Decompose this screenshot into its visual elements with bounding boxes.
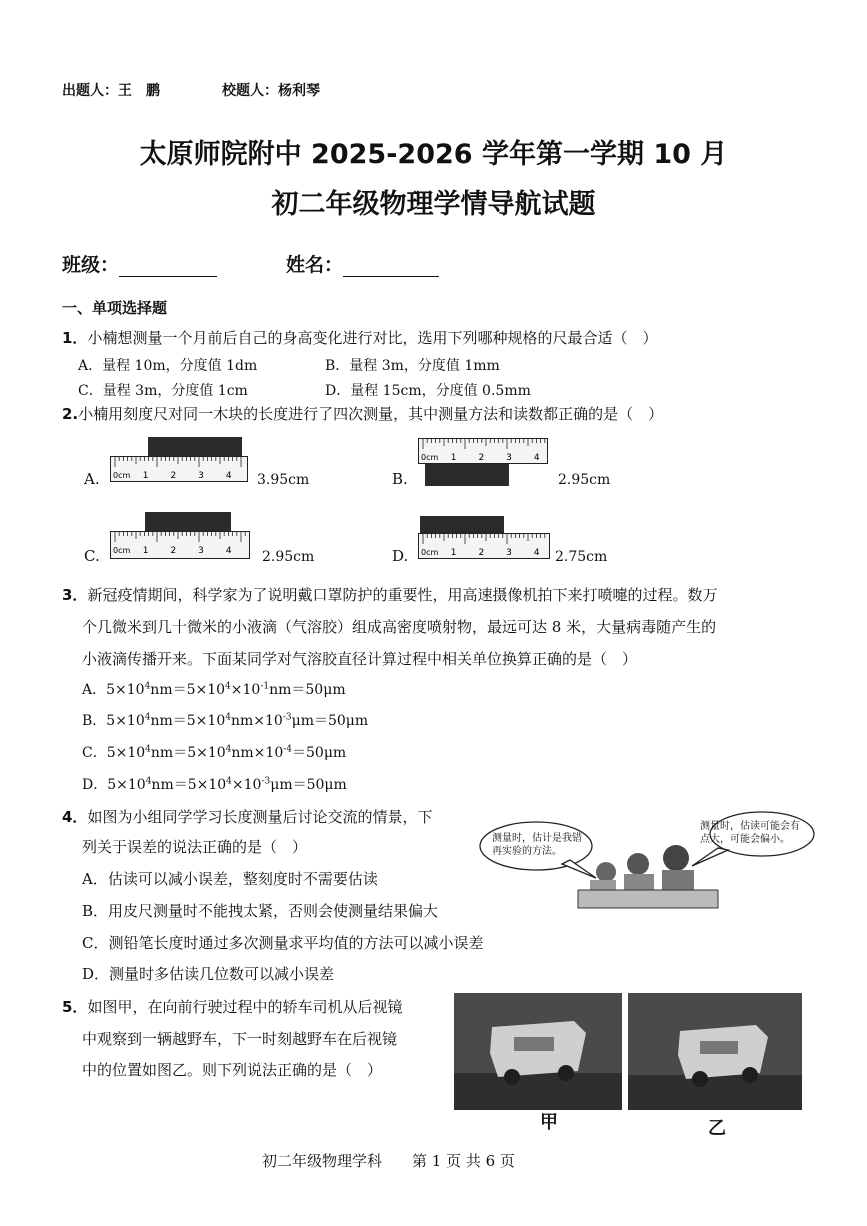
page-title: 太原师院附中 2025-2026 学年第一学期 10 月 bbox=[139, 139, 728, 170]
ruler-b-ticks bbox=[419, 439, 549, 465]
q2-option-b-value: 2.95cm bbox=[558, 472, 611, 488]
ruler-tick-number: 3 bbox=[198, 546, 204, 556]
q4-number: 4． bbox=[62, 808, 88, 826]
question-5 bbox=[62, 996, 402, 1017]
q1-option-d: D．量程 15cm，分度值 0.5mm bbox=[325, 383, 531, 399]
ruler-a bbox=[110, 456, 248, 482]
ruler-zero-label: 0cm bbox=[421, 548, 439, 557]
page-subtitle: 初二年级物理学情导航试题 bbox=[271, 189, 596, 220]
wood-block-a bbox=[148, 437, 242, 457]
q3-option-a: A．$5\times 10^4nm=5\times 10^4\times 10^{-1}nm=50\mu m$ bbox=[82, 681, 346, 698]
photo-jia-art bbox=[454, 993, 622, 1110]
wood-block-b bbox=[425, 464, 509, 486]
name-blank bbox=[343, 256, 439, 277]
q3-line-2: 个几微米到几十微米的小液滴（气溶胶）组成高密度喷射物，最远可达 8 米，大量病毒随产生的 bbox=[82, 618, 717, 636]
ruler-zero-label: 0cm bbox=[113, 471, 131, 480]
question-3 bbox=[62, 584, 717, 605]
mirror-photo-yi bbox=[628, 993, 802, 1110]
ruler-zero-label: 0cm bbox=[421, 453, 439, 462]
ruler-c-ticks bbox=[111, 532, 251, 560]
ruler-tick-number: 2 bbox=[170, 546, 177, 556]
author-label: 出题人：王 鹏 bbox=[62, 83, 160, 99]
ruler-a-ticks bbox=[111, 457, 249, 483]
q2-option-d-value: 2.75cm bbox=[555, 549, 608, 565]
q1-option-c: C．量程 3m，分度值 1cm bbox=[78, 383, 248, 399]
photo-yi-art bbox=[628, 993, 802, 1110]
q4-line-1: 如图为小组同学学习长度测量后讨论交流的情景，下 bbox=[87, 808, 433, 826]
q5-number: 5． bbox=[62, 998, 88, 1016]
page-footer: 初二年级物理学科 第 1 页 共 6 页 bbox=[262, 1152, 515, 1170]
q2-text: 小楠用刻度尺对同一木块的长度进行了四次测量，其中测量方法和读数都正确的是（ ） bbox=[78, 405, 664, 423]
q1-number: 1． bbox=[62, 329, 88, 347]
question-1 bbox=[62, 327, 657, 348]
reviewer-label: 校题人：杨利琴 bbox=[222, 83, 320, 99]
q3-number: 3． bbox=[62, 586, 88, 604]
q5-line-1: 如图甲，在向前行驶过程中的轿车司机从后视镜 bbox=[87, 998, 403, 1016]
q3-line-3: 小液滴传播开来。下面某同学对气溶胶直径计算过程中相关单位换算正确的是（ ） bbox=[82, 650, 638, 668]
wood-block-d bbox=[420, 516, 504, 534]
class-label: 班级： bbox=[62, 254, 120, 276]
q3-option-c: C．$5\times 10^4nm=5\times 10^4nm\times 10^{-4}=50\mu m$ bbox=[82, 744, 347, 761]
ruler-tick-number: 2 bbox=[170, 471, 177, 481]
ruler-d bbox=[418, 533, 550, 559]
q3-option-d: D．$5\times 10^4nm=5\times 10^4\times 10^{-3}\mu m=50\mu m$ bbox=[82, 776, 347, 793]
mirror-photo-jia bbox=[454, 993, 622, 1110]
q2-option-b-label: B. bbox=[392, 470, 408, 488]
q3-line-1: 新冠疫情期间，科学家为了说明戴口罩防护的重要性，用高速摄像机拍下来打喷嚏的过程。数万 bbox=[87, 586, 718, 604]
ruler-tick-number: 2 bbox=[478, 548, 485, 558]
q2-option-c-value: 2.95cm bbox=[262, 549, 315, 565]
q2-number: 2. bbox=[62, 405, 79, 423]
q5-line-2: 中观察到一辆越野车，下一时刻越野车在后视镜 bbox=[82, 1030, 398, 1048]
q1-option-b: B．量程 3m，分度值 1mm bbox=[325, 358, 500, 374]
ruler-tick-number: 1 bbox=[450, 548, 457, 558]
photo-label-jia: 甲 bbox=[540, 1112, 558, 1133]
ruler-c bbox=[110, 531, 250, 559]
q2-option-a-label: A. bbox=[84, 470, 100, 488]
ruler-tick-number: 2 bbox=[478, 453, 485, 463]
q1-text: 小楠想测量一个月前后自己的身高变化进行对比，选用下列哪种规格的尺最合适（ ） bbox=[87, 329, 658, 347]
ruler-tick-number: 4 bbox=[225, 546, 232, 556]
question-2 bbox=[62, 403, 663, 424]
section-heading: 一、单项选择题 bbox=[62, 299, 168, 317]
ruler-zero-label: 0cm bbox=[113, 546, 131, 555]
q1-option-a: A．量程 10m，分度值 1dm bbox=[78, 358, 258, 374]
class-blank bbox=[119, 256, 217, 277]
wood-block-c bbox=[145, 512, 231, 532]
ruler-tick-number: 4 bbox=[225, 471, 232, 481]
class-field bbox=[62, 250, 217, 277]
ruler-tick-number: 3 bbox=[198, 471, 204, 481]
ruler-tick-number: 4 bbox=[533, 453, 540, 463]
ruler-tick-number: 3 bbox=[506, 453, 512, 463]
name-label: 姓名： bbox=[286, 254, 344, 276]
q3-option-b: B．$5\times 10^4nm=5\times 10^4nm\times 10^{-3}\mu m=50\mu m$ bbox=[82, 712, 369, 729]
ruler-tick-number: 1 bbox=[450, 453, 457, 463]
q4-option-b: B．用皮尺测量时不能拽太紧，否则会使测量结果偏大 bbox=[82, 902, 439, 920]
photo-label-yi: 乙 bbox=[708, 1118, 726, 1139]
q4-line-2: 列关于误差的说法正确的是（ ） bbox=[82, 838, 308, 856]
bubble-right-text: 测量时，估读可能会有 点大，可能会偏小。 bbox=[700, 821, 800, 845]
bubble-left-text: 测量时，估计是我错 再实验的方法。 bbox=[492, 833, 582, 857]
ruler-tick-number: 3 bbox=[506, 548, 512, 558]
q5-line-3: 中的位置如图乙。则下列说法正确的是（ ） bbox=[82, 1061, 383, 1079]
q4-option-c: C．测铅笔长度时通过多次测量求平均值的方法可以减小误差 bbox=[82, 934, 484, 952]
ruler-tick-number: 1 bbox=[142, 471, 149, 481]
ruler-tick-number: 1 bbox=[142, 546, 149, 556]
q2-option-a-value: 3.95cm bbox=[257, 472, 310, 488]
q2-option-d-label: D. bbox=[392, 547, 409, 565]
q4-option-d: D．测量时多估读几位数可以减小误差 bbox=[82, 965, 335, 983]
ruler-d-ticks bbox=[419, 534, 551, 560]
question-4 bbox=[62, 806, 432, 827]
ruler-tick-number: 4 bbox=[533, 548, 540, 558]
name-field bbox=[286, 250, 439, 277]
ruler-b bbox=[418, 438, 548, 464]
q4-option-a: A．估读可以减小误差，整刻度时不需要估读 bbox=[82, 870, 378, 888]
q2-option-c-label: C. bbox=[84, 547, 100, 565]
